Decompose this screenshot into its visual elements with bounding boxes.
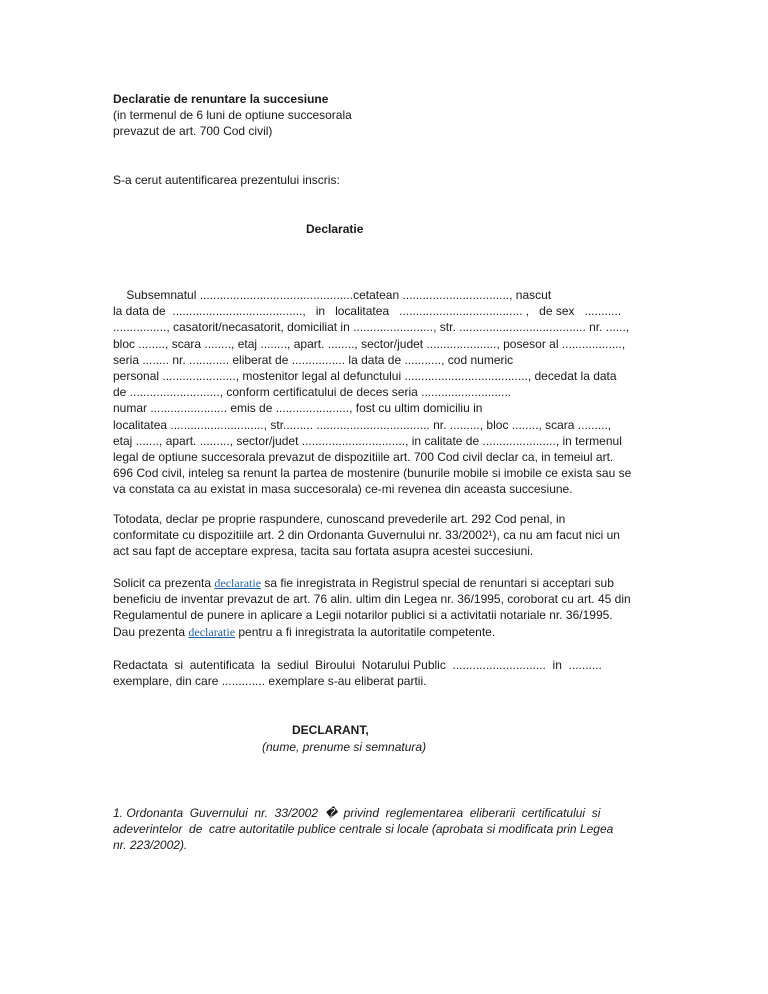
body-line: bloc ........, scara ........, etaj ........, apart. ........, sector/judet ....................., posesor al ..................,: [113, 336, 626, 351]
title-block: [113, 91, 658, 140]
solicit-line-1: [113, 575, 658, 591]
body-line: personal ......................, mostenitor legal al defunctului ....................................., decedat la data: [113, 369, 617, 384]
solicit-text: Dau prezenta: [113, 624, 189, 639]
title-note-line-1: (in termenul de 6 luni de optiune succesorala: [113, 108, 352, 123]
solicit-line-3: Regulamentul de punere in aplicare a Legii notarilor publici si a activitatii notariale nr. 36/1995.: [113, 608, 613, 623]
body-line: 696 Cod civil, inteleg sa renunt la partea de mostenire (bunurile mobile si imobile ce exista sau se: [113, 466, 632, 481]
auth-request-text: S-a cerut autentificarea prezentului inscris:: [113, 173, 340, 187]
totodata-paragraph: [113, 511, 658, 560]
redactata-line: exemplare, din care ............. exemplare s-au eliberat partii.: [113, 674, 427, 689]
footnote-line: 1. Ordonanta Guvernului nr. 33/2002 � privind reglementarea eliberarii certificatului si: [113, 806, 601, 820]
declarant-title: DECLARANT,: [292, 723, 369, 737]
declarant-signature-note: (nume, prenume si semnatura): [262, 740, 427, 754]
body-line: ................, casatorit/necasatorit, domiciliat in ........................, str. ...................................... nr. ......,: [113, 320, 630, 335]
body-line: legal de optiune succesorala prevazut de dispozitiile art. 700 Cod civil declar ca, in temeiul art.: [113, 450, 614, 465]
body-line: va constata ca au existat in masa succesorala) ce-mi revenea din aceasta succesiune.: [113, 482, 573, 497]
declaration-heading: Declaratie: [306, 222, 364, 236]
title-note-line-2: prevazut de art. 700 Cod civil): [113, 124, 273, 139]
body-line: numar ....................... emis de ......................, fost cu ultim domiciliu in: [113, 401, 483, 416]
totodata-line: act sau fapt de acceptare expresa, tacita sau fortata asupra acestei succesiuni.: [113, 544, 534, 559]
footnote-line: adeverintelor de catre autoritatile publice centrale si locale (aprobata si modificata prin Legea: [113, 822, 614, 837]
redactata-line: Redactata si autentificata la sediul Biroului Notarului Public ............................ in ..........: [113, 658, 602, 672]
solicit-text: sa fie inregistrata in Registrul special de renuntari si acceptari sub: [261, 576, 614, 590]
declaration-body: [113, 287, 656, 498]
footnote-line: nr. 223/2002).: [113, 838, 188, 853]
body-line: localitatea ............................, str......... .................................. nr. ........., bloc ........, scara .........,: [113, 417, 612, 432]
totodata-line: conformitate cu dispozitiile art. 2 din Ordonanta Guvernului nr. 33/2002¹), ca nu am facut nici un: [113, 528, 620, 543]
declaratie-link[interactable]: declaratie: [214, 576, 262, 590]
body-line: la data de ......................................., in localitatea ..................................... , de sex ...........: [113, 304, 622, 319]
body-line: etaj ......., apart. ........., sector/judet ..............................., in calitate de ......................, in termenul: [113, 433, 622, 448]
body-line: seria ........ nr. ............ eliberat de ................ la data de ..........., cod numeric: [113, 352, 514, 367]
body-line: Subsemnatul ..............................................cetatean ................................, nascut: [113, 288, 552, 302]
solicit-text: Solicit ca prezenta: [113, 576, 215, 590]
solicit-text: pentru a fi inregistrata la autoritatile competente.: [235, 624, 496, 639]
solicit-paragraph: [113, 575, 658, 640]
redactata-paragraph: [113, 657, 658, 689]
totodata-line: Totodata, declar pe proprie raspundere, cunoscand prevederile art. 292 Cod penal, in: [113, 512, 566, 526]
document-title: Declaratie de renuntare la succesiune: [113, 92, 329, 106]
auth-request: [113, 172, 658, 188]
solicit-line-4: [113, 624, 658, 640]
declaratie-link[interactable]: declaratie: [188, 624, 236, 639]
footnote: [113, 805, 658, 854]
solicit-line-2: beneficiu de inventar prevazut de art. 76 alin. ultim din Legea nr. 36/1995, coroborat cu art. 45 din: [113, 592, 631, 607]
body-line: de ..........................., conform certificatului de deces seria ...........................: [113, 385, 512, 400]
